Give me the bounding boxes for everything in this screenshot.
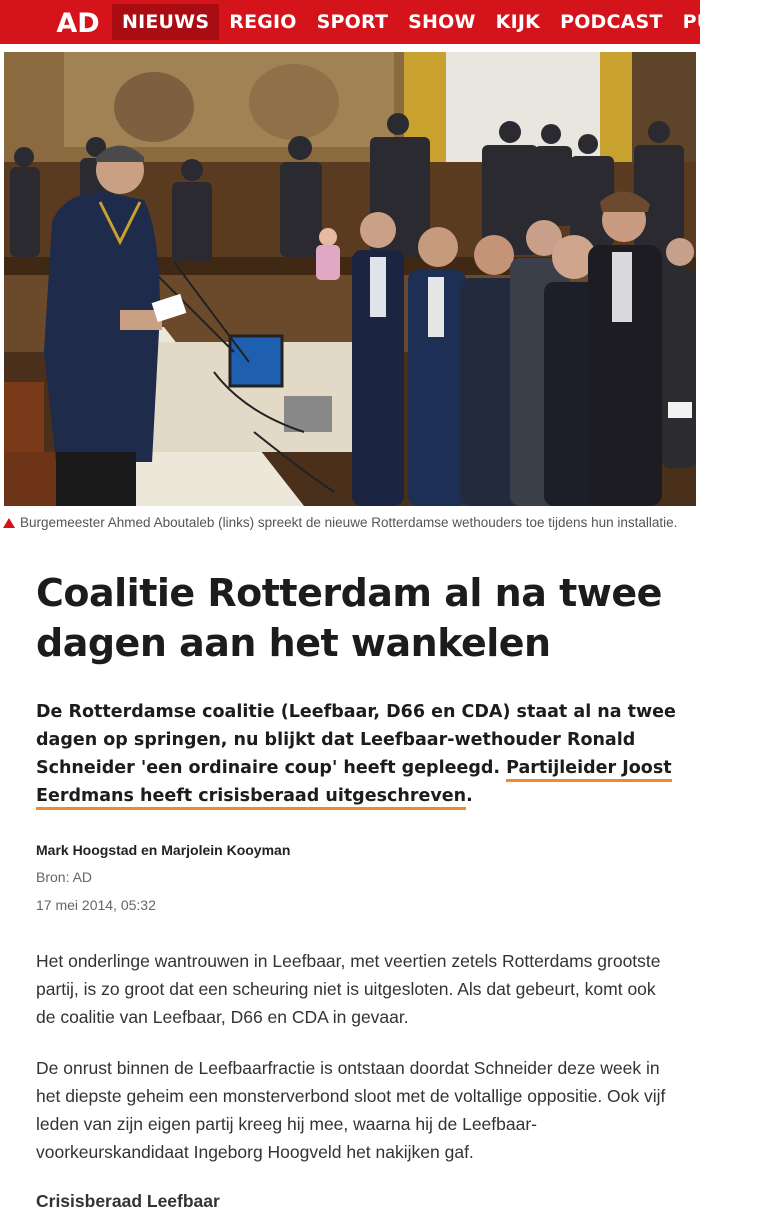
top-navigation-bar: [0, 0, 766, 44]
photo-caption: [0, 514, 690, 532]
article-source: Bron: AD: [36, 869, 93, 885]
photo-caption-text: Burgemeester Ahmed Aboutaleb (links) spreekt de nieuwe Rotterdamse wethouders toe tijdens hun installatie.: [20, 515, 678, 530]
intro-text: De Rotterdamse coalitie (Leefbaar, D66 en CDA) staat al na twee dagen op springen, nu blijkt dat Leefbaar-wethouder Ronald Schneider 'een ordinaire coup' heeft gepleegd.: [36, 702, 676, 778]
logo-text: AD: [56, 8, 100, 39]
article-paragraph: Het onderlinge wantrouwen in Leefbaar, met veertien zetels Rotterdams grootste partij, is zo groot dat een scheuring niet is uitgesloten. Als dat gebeurt, komt ook de coalitie van Leefbaar, D66 en CDA in gevaar.: [36, 951, 661, 1027]
intro-highlighted-text: Partijleider Joost Eerdmans heeft crisisberaad uitgeschreven: [36, 758, 672, 810]
nav-item-puzzel[interactable]: PUZZEL: [682, 11, 766, 33]
intro-end: .: [466, 786, 473, 806]
nav-item-regio[interactable]: REGIO: [229, 11, 297, 33]
nav-item-kijk[interactable]: KIJK: [495, 11, 541, 33]
nav-item-nieuws[interactable]: NIEUWS: [112, 4, 219, 40]
caption-triangle-icon: [3, 518, 15, 528]
article-intro: [36, 698, 676, 810]
nav-item-show[interactable]: SHOW: [408, 11, 476, 33]
article-photo: [4, 52, 696, 506]
nav-item-sport[interactable]: SPORT: [316, 11, 389, 33]
ad-logo[interactable]: [56, 5, 100, 39]
article-paragraph: De onrust binnen de Leefbaarfractie is ontstaan doordat Schneider deze week in het diepste geheim een monsterverbond sloot met de voltallige oppositie. Ook vijf leden van zijn eigen partij kreeg hij mee, waarna hij de Leefbaar-voorkeurskandidaat Ingeborg Hoogveld het nakijken gaf.: [36, 1058, 666, 1162]
nav-item-podcast[interactable]: PODCAST: [560, 11, 663, 33]
article-author[interactable]: Mark Hoogstad en Marjolein Kooyman: [36, 842, 291, 858]
article-subheading: Crisisberaad Leefbaar: [36, 1191, 220, 1211]
main-nav: [112, 0, 776, 44]
article-headline: Coalitie Rotterdam al na twee dagen aan het wankelen: [36, 571, 662, 665]
article-date: 17 mei 2014, 05:32: [36, 897, 156, 913]
